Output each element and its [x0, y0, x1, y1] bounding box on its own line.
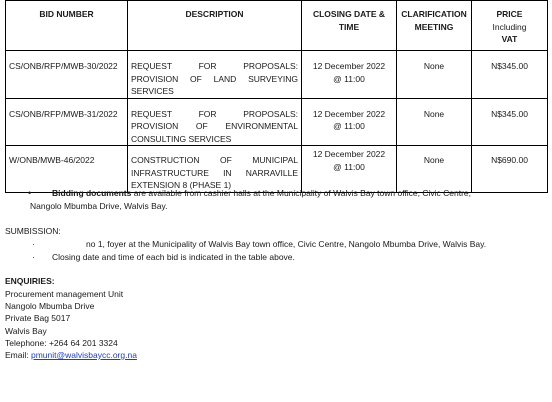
enquiries-contact: [5, 288, 137, 361]
closing-cell: 12 December 2022 @ 11:00: [302, 146, 397, 193]
table-row: [6, 98, 548, 146]
price-cell: N$345.00: [472, 98, 548, 146]
submission-heading: SUMBISSION:: [5, 226, 61, 236]
header-bid-number: BID NUMBER: [6, 1, 128, 51]
contact-line: Nangolo Mbumba Drive: [5, 301, 95, 312]
enquiries-heading: ENQUIRIES:: [5, 276, 55, 286]
price-cell: N$690.00: [472, 146, 548, 193]
description-cell: REQUEST FOR PROPOSALS: PROVISION OF ENVIRONMENTAL CONSULTING SERVICES: [128, 98, 302, 146]
bullet-icon: •: [28, 188, 32, 198]
bid-number-cell: W/ONB/MWB-46/2022: [6, 146, 128, 193]
clarification-cell: None: [397, 51, 472, 99]
bidding-documents-note: • Bidding documents are available from cashier halls at the Municipality of Walvis Bay town office, Civic Centre, Nangolo Mbumba Drive, Walvis Bay.: [28, 188, 472, 211]
bid-number-cell: CS/ONB/RFP/MWB-30/2022: [6, 51, 128, 99]
contact-line: Private Bag 5017: [5, 313, 71, 324]
header-clarification: CLARIFICATION MEETING: [397, 1, 472, 51]
table-row: [6, 146, 548, 193]
price-cell: N$345.00: [472, 51, 548, 99]
table-header-row: [6, 1, 548, 51]
bullet-icon: ·: [32, 239, 35, 249]
clarification-cell: None: [397, 146, 472, 193]
closing-cell: 12 December 2022 @ 11:00: [302, 98, 397, 146]
bidding-documents-label: Bidding documents: [52, 188, 132, 198]
contact-line: Walvis Bay: [5, 325, 47, 336]
description-cell: CONSTRUCTION OF MUNICIPAL INFRASTRUCTURE IN NARRAVILLE EXTENSION 8 (PHASE 1): [128, 146, 302, 193]
header-price: PRICE Including VAT: [472, 1, 548, 51]
clarification-cell: None: [397, 98, 472, 146]
header-closing: CLOSING DATE & TIME: [302, 1, 397, 51]
closing-cell: 12 December 2022 @ 11:00: [302, 51, 397, 99]
header-description: DESCRIPTION: [128, 1, 302, 51]
bids-table: [5, 0, 548, 193]
table-row: [6, 51, 548, 99]
bullet-icon: ·: [32, 252, 35, 262]
bid-number-cell: CS/ONB/RFP/MWB-31/2022: [6, 98, 128, 146]
email-line: Email: pmunit@walvisbaycc.org.na: [5, 350, 137, 361]
email-link[interactable]: pmunit@walvisbaycc.org.na: [30, 350, 137, 361]
submission-bullet-1: · no 1, foyer at the Municipality of Walvis Bay town office, Civic Centre, Nangolo Mbumba Drive, Walvis Bay.: [32, 239, 487, 249]
description-cell: REQUEST FOR PROPOSALS: PROVISION OF LAND SURVEYING SERVICES: [128, 51, 302, 99]
contact-line: Procurement management Unit: [5, 289, 124, 299]
submission-bullet-2: · Closing date and time of each bid is indicated in the table above.: [32, 252, 295, 262]
contact-line: Telephone: +264 64 201 3324: [5, 337, 118, 348]
